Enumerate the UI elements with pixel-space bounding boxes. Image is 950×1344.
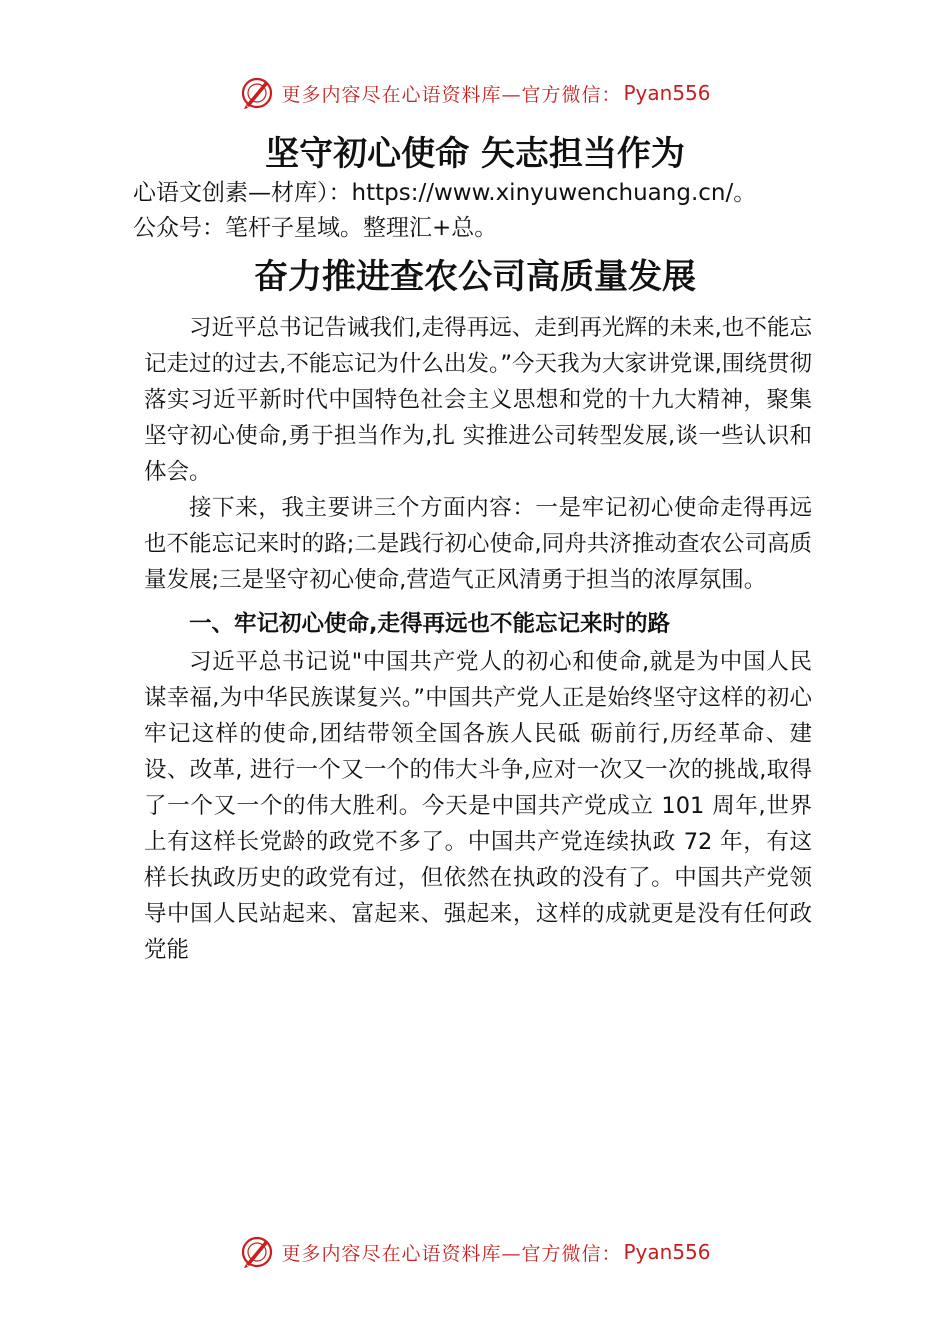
body-paragraph: 接下来，我主要讲三个方面内容：一是牢记初心使命走得再远也不能忘记来时的路;二是践行初心使命,同舟共济推动查农公司高质量发展;三是坚守初心使命,营造气正风清勇于担当的浓厚氛围。 xyxy=(144,495,812,593)
body-paragraph: 习近平总书记告诫我们,走得再远、走到再光辉的未来,也不能忘记走过的过去,不能忘记为什么出发。”今天我为大家讲党课,围绕贯彻落实习近平新时代中国特色社会主义思想和党的十九大精神，聚集坚守初心使命,勇于担当作为,扎 实推进公司转型发展,谈一些认识和体会。 xyxy=(144,315,812,485)
header-banner-wechat-id: Pyan556 xyxy=(623,81,711,105)
document-subtitle: 奋力推进查农公司高质量发展 xyxy=(254,257,696,297)
header-banner-text: 更多内容尽在心语资料库—官方微信： xyxy=(281,83,622,106)
source-line-account: 公众号：笔杆子星域。整理汇+总。 xyxy=(133,215,498,241)
document-body xyxy=(144,310,812,968)
footer-banner-wechat-id: Pyan556 xyxy=(623,1240,711,1264)
source-line-website: 心语文创素—材库）：https://www.xinyuwenchuang.cn/。 xyxy=(133,180,757,206)
pen-in-circle-logo-icon xyxy=(239,1234,275,1270)
header-banner xyxy=(0,71,950,115)
footer-banner-text: 更多内容尽在心语资料库—官方微信： xyxy=(281,1242,622,1265)
section-heading: 一、牢记初心使命,走得再远也不能忘记来时的路 xyxy=(189,611,671,637)
pen-in-circle-logo-icon xyxy=(239,75,275,111)
section-paragraph: 习近平总书记说"中国共产党人的初心和使命,就是为中国人民谋幸福,为中华民族谋复兴。”中国共产党人正是始终坚守这样的初心牢记这样的使命,团结带领全国各族人民砥 砺前行,历经革命、建设、改革, 进行一个又一个的伟大斗争,应对一次又一次的挑战,取得了一个又一个的伟大胜利。今天是中国共产党成立 101 周年,世界上有这样长党龄的政党不多了。中国共产党连续执政 72 年，有这样长执政历史的政党有过，但依然在执政的没有了。中国共产党领导中国人民站起来、富起来、强起来，这样的成就更是没有任何政党能 xyxy=(144,649,812,963)
document-title: 坚守初心使命 矢志担当作为 xyxy=(265,134,685,174)
footer-banner xyxy=(0,1230,950,1274)
